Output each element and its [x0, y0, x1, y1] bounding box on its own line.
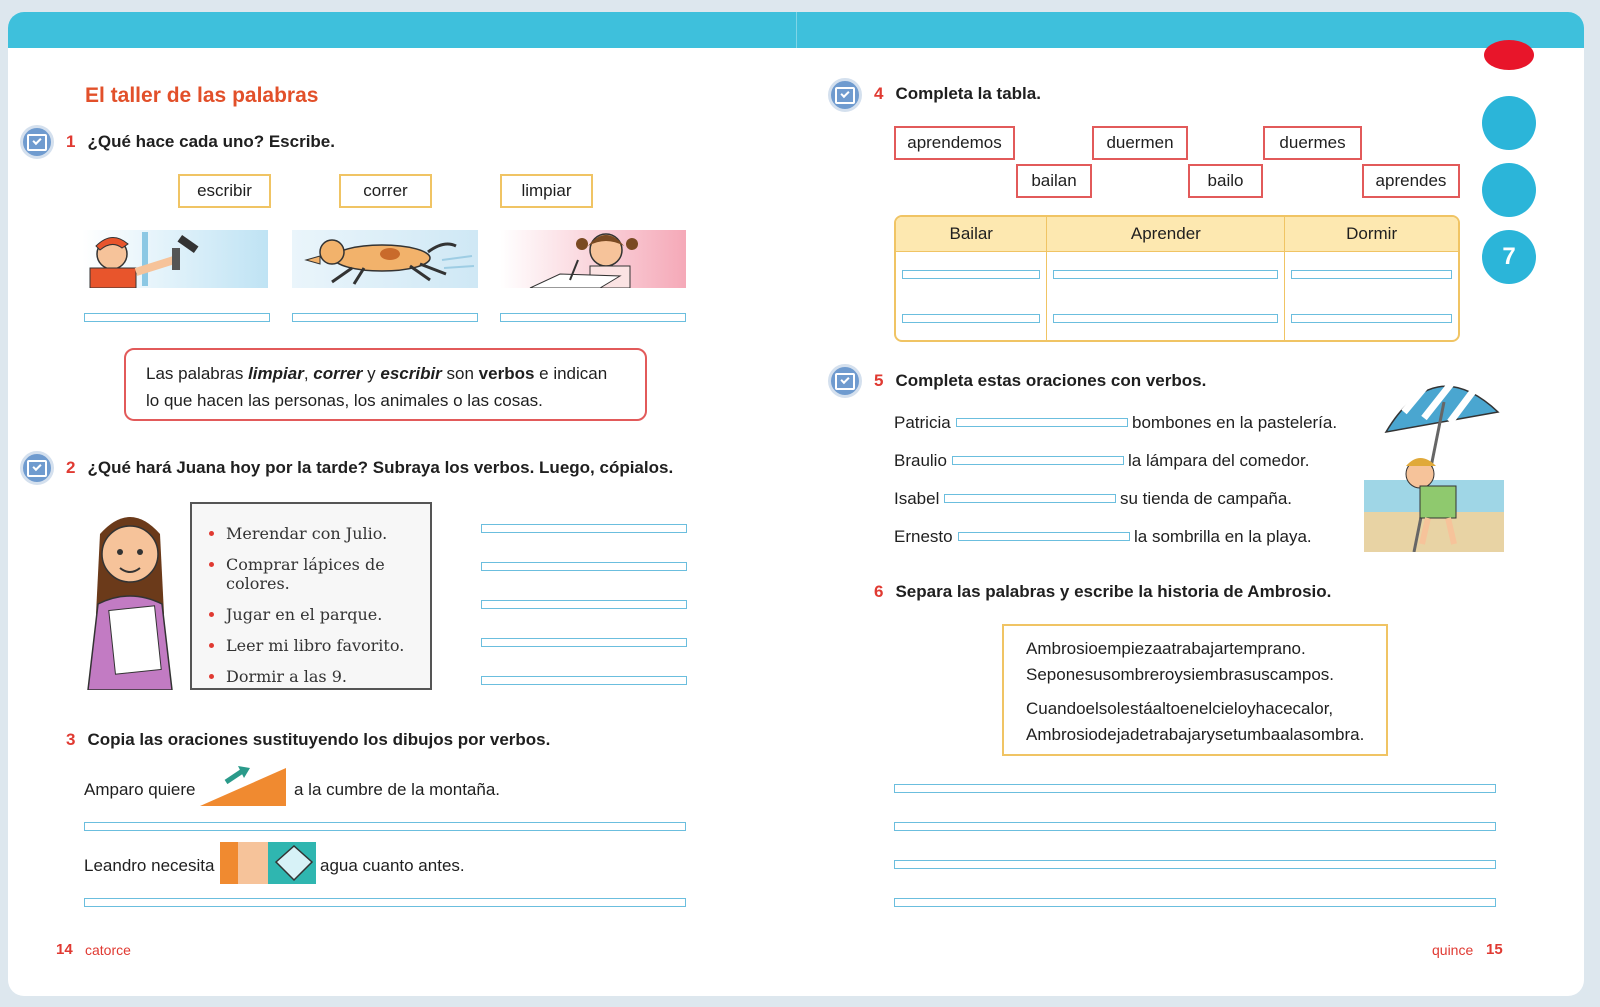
sentence-name: Braulio [894, 451, 947, 470]
answer-line-2b[interactable] [481, 562, 687, 571]
answer-line-6a[interactable] [894, 784, 1496, 793]
table-cell-input[interactable] [1291, 270, 1452, 279]
chapter-tab[interactable] [1482, 163, 1536, 217]
page-number-right: 15 [1486, 941, 1503, 958]
illustration-window-cleaner [82, 230, 268, 288]
sentence-name: Patricia [894, 413, 951, 432]
sentence-rest: la lámpara del comedor. [1128, 451, 1310, 470]
story-line: Cuandoelsolestáaltoenelcieloyhacecalor, [1026, 699, 1334, 718]
table-header-dormir: Dormir [1285, 217, 1458, 252]
illustration-running-dog [292, 230, 478, 288]
verb-table [894, 215, 1460, 342]
exercise-1-badge-icon [20, 125, 54, 159]
answer-line-1a[interactable] [84, 313, 270, 322]
word-box-aprendemos: aprendemos [894, 126, 1015, 160]
answer-line-6c[interactable] [894, 860, 1496, 869]
answer-line-1b[interactable] [292, 313, 478, 322]
story-line: Seponesusombreroysiembrasuscampos. [1026, 665, 1335, 684]
exercise-6-heading [874, 582, 1331, 602]
sentence-1-start: Amparo quiere [84, 780, 196, 799]
word-box-escribir: escribir [178, 174, 271, 208]
exercise-1-number: 1 [66, 132, 76, 151]
answer-line-5c[interactable] [944, 494, 1116, 503]
note-line-1: Las palabras limpiar, correr y escribir son verbos e indican [146, 364, 608, 383]
exercise-4-badge-icon [828, 78, 862, 112]
table-cell-input[interactable] [1053, 270, 1278, 279]
answer-line-5a[interactable] [956, 418, 1128, 427]
illustration-juana [80, 504, 180, 690]
word-box-duermen: duermen [1092, 126, 1188, 160]
notepad-item: • Jugar en el parque. [226, 605, 430, 624]
word-box-correr: correr [339, 174, 432, 208]
table-cell-input[interactable] [1291, 314, 1452, 323]
drinking-water-icon [220, 842, 316, 884]
answer-line-5d[interactable] [958, 532, 1130, 541]
story-line: Ambrosiodejadetrabajarysetumbaalasombra. [1026, 725, 1365, 744]
exercise-4-number: 4 [874, 84, 884, 103]
exercise-3-number: 3 [66, 730, 76, 749]
answer-line-6b[interactable] [894, 822, 1496, 831]
chapter-tab-current[interactable]: 7 [1482, 230, 1536, 284]
answer-line-6d[interactable] [894, 898, 1496, 907]
exercise-5-heading [874, 371, 1206, 391]
sentence-rest: bombones en la pastelería. [1132, 413, 1338, 432]
illustration-girl-writing [500, 230, 686, 288]
chapter-tab[interactable] [1482, 96, 1536, 150]
sentence-2-start: Leandro necesita [84, 856, 215, 875]
answer-line-3a[interactable] [84, 822, 686, 831]
exercise-5-badge-icon [828, 364, 862, 398]
notepad-item: • Leer mi libro favorito. [226, 636, 430, 655]
page-number-left: 14 [56, 941, 73, 958]
sentence-2-end: agua cuanto antes. [320, 856, 465, 875]
exercise-1-title: ¿Qué hace cada uno? Escribe. [87, 132, 335, 151]
section-title: El taller de las palabras [85, 84, 319, 107]
sentence-rest: su tienda de campaña. [1120, 489, 1293, 508]
sentence-name: Isabel [894, 489, 940, 508]
answer-line-2c[interactable] [481, 600, 687, 609]
story-line: Ambrosioempiezaatrabajartemprano. [1026, 639, 1306, 658]
exercise-4-heading [874, 84, 1041, 104]
verbs-definition-note [124, 348, 647, 421]
word-box-duermes: duermes [1263, 126, 1362, 160]
exercise-3-title: Copia las oraciones sustituyendo los dibujos por verbos. [87, 730, 551, 749]
exercise-4-title: Completa la tabla. [895, 84, 1041, 103]
word-box-bailo: bailo [1188, 164, 1263, 198]
exercise-3-heading [66, 730, 550, 750]
table-cell-input[interactable] [902, 314, 1040, 323]
sentence-name: Ernesto [894, 527, 953, 546]
answer-line-2a[interactable] [481, 524, 687, 533]
word-box-aprendes: aprendes [1362, 164, 1460, 198]
exercise-6-title: Separa las palabras y escribe la historia de Ambrosio. [895, 582, 1332, 601]
illustration-beach-umbrella [1364, 362, 1504, 552]
answer-line-3b[interactable] [84, 898, 686, 907]
page-word-left: catorce [85, 942, 131, 958]
word-box-bailan: bailan [1016, 164, 1092, 198]
answer-line-5b[interactable] [952, 456, 1124, 465]
answer-line-1c[interactable] [500, 313, 686, 322]
word-box-limpiar: limpiar [500, 174, 593, 208]
sentence-1-end: a la cumbre de la montaña. [294, 780, 501, 799]
exercise-2-heading [66, 458, 673, 478]
climb-arrow-icon [198, 764, 290, 808]
exercise-2-number: 2 [66, 458, 76, 477]
table-cell-input[interactable] [902, 270, 1040, 279]
notepad-item: • Comprar lápices de colores. [226, 555, 430, 593]
table-header-aprender: Aprender [1047, 217, 1285, 252]
ambrosio-story-box [1002, 624, 1388, 756]
table-cell-input[interactable] [1053, 314, 1278, 323]
exercise-2-badge-icon [20, 451, 54, 485]
exercise-2-title: ¿Qué hará Juana hoy por la tarde? Subraya los verbos. Luego, cópialos. [87, 458, 674, 477]
exercise-1-heading [66, 132, 335, 152]
exercise-6-number: 6 [874, 582, 884, 601]
juana-notepad [190, 502, 432, 690]
page-word-right: quince [1432, 942, 1474, 958]
notepad-item: • Merendar con Julio. [226, 524, 430, 543]
table-header-bailar: Bailar [896, 217, 1047, 252]
workbook-spread [8, 12, 1584, 996]
answer-line-2e[interactable] [481, 676, 687, 685]
red-tab-marker [1484, 40, 1534, 70]
sentence-rest: la sombrilla en la playa. [1134, 527, 1312, 546]
answer-line-2d[interactable] [481, 638, 687, 647]
page-divider [796, 12, 797, 48]
exercise-5-number: 5 [874, 371, 884, 390]
exercise-5-title: Completa estas oraciones con verbos. [895, 371, 1207, 390]
notepad-item: • Dormir a las 9. [226, 667, 430, 686]
note-line-2: lo que hacen las personas, los animales o las cosas. [146, 391, 543, 410]
